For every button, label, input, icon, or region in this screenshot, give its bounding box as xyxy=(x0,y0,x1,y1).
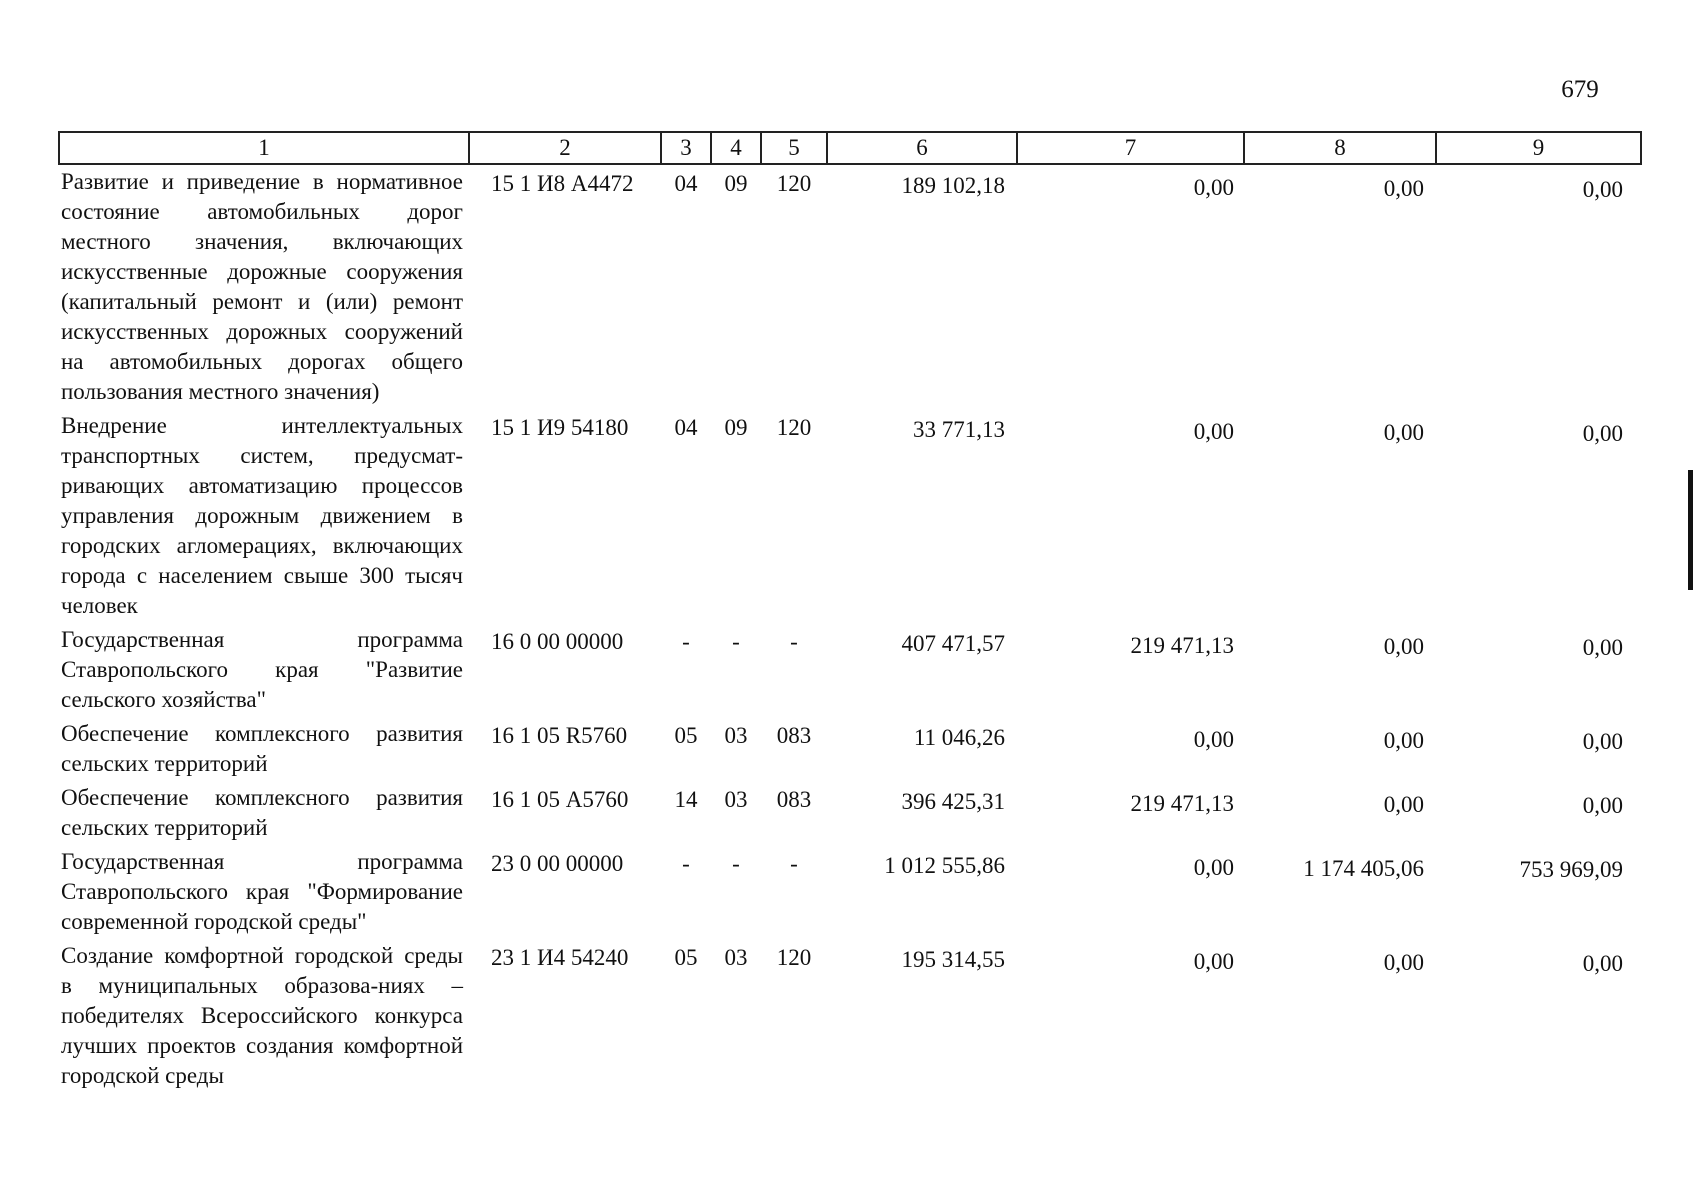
row-expense-type: 120 xyxy=(776,945,812,970)
table-row xyxy=(59,409,1641,623)
page-number: 679 xyxy=(1561,76,1599,103)
row-code: 16 0 00 00000 xyxy=(491,629,624,654)
row-value-6: 189 102,18 xyxy=(901,173,1005,198)
row-section: - xyxy=(682,851,690,876)
row-subsection: - xyxy=(732,629,740,654)
row-name: Создание комфортной городской среды в муниципальных образова-ниях – победителях Всероссийского конкурса лучших проектов создания комфортной городской среды xyxy=(61,943,463,1088)
row-section: 05 xyxy=(674,723,698,748)
column-header: 7 xyxy=(1017,132,1244,164)
table-row xyxy=(59,845,1641,939)
table-header-row xyxy=(59,132,1641,164)
row-name: Обеспечение комплексного развития сельских территорий xyxy=(61,785,463,840)
row-value-7: 0,00 xyxy=(1193,727,1234,752)
row-subsection: 09 xyxy=(724,171,748,196)
row-value-7: 219 471,13 xyxy=(1130,633,1234,658)
column-header: 9 xyxy=(1436,132,1641,164)
row-expense-type: - xyxy=(790,851,798,876)
row-code: 15 1 И9 54180 xyxy=(491,415,629,440)
row-section: 05 xyxy=(674,945,698,970)
row-expense-type: 120 xyxy=(776,171,812,196)
row-value-6: 33 771,13 xyxy=(913,417,1005,442)
row-value-6: 407 471,57 xyxy=(901,631,1005,656)
column-header: 5 xyxy=(761,132,827,164)
row-subsection: 03 xyxy=(724,945,748,970)
row-expense-type: 083 xyxy=(776,787,812,812)
column-header: 6 xyxy=(827,132,1017,164)
row-value-8: 0,00 xyxy=(1383,176,1424,201)
row-code: 23 0 00 00000 xyxy=(491,851,624,876)
table-row xyxy=(59,939,1641,1093)
column-header: 4 xyxy=(711,132,761,164)
row-value-8: 0,00 xyxy=(1383,420,1424,445)
row-value-8: 0,00 xyxy=(1383,634,1424,659)
row-value-8: 1 174 405,06 xyxy=(1303,856,1424,881)
column-header: 1 xyxy=(59,132,469,164)
row-value-7: 219 471,13 xyxy=(1130,791,1234,816)
row-section: 14 xyxy=(674,787,698,812)
row-value-8: 0,00 xyxy=(1383,950,1424,975)
row-value-9: 753 969,09 xyxy=(1519,857,1623,882)
table-row xyxy=(59,717,1641,781)
row-code: 16 1 05 R5760 xyxy=(491,723,628,748)
row-value-9: 0,00 xyxy=(1582,729,1623,754)
table-row xyxy=(59,164,1641,409)
row-subsection: 03 xyxy=(724,723,748,748)
row-code: 23 1 И4 54240 xyxy=(491,945,629,970)
row-subsection: 09 xyxy=(724,415,748,440)
row-value-6: 11 046,26 xyxy=(913,725,1005,750)
row-value-7: 0,00 xyxy=(1193,855,1234,880)
row-subsection: 03 xyxy=(724,787,748,812)
row-value-9: 0,00 xyxy=(1582,635,1623,660)
row-name: Государственная программа Ставропольского края "Развитие сельского хозяйства" xyxy=(61,627,463,712)
row-value-9: 0,00 xyxy=(1582,793,1623,818)
scan-edge-mark xyxy=(1688,470,1693,590)
row-name: Обеспечение комплексного развития сельских территорий xyxy=(61,721,463,776)
row-expense-type: - xyxy=(790,629,798,654)
row-value-8: 0,00 xyxy=(1383,728,1424,753)
column-header: 8 xyxy=(1244,132,1436,164)
table-row xyxy=(59,781,1641,845)
budget-table xyxy=(58,131,1642,1093)
column-header: 3 xyxy=(661,132,711,164)
row-section: 04 xyxy=(674,415,698,440)
row-value-7: 0,00 xyxy=(1193,949,1234,974)
row-code: 16 1 05 А5760 xyxy=(491,787,629,812)
row-section: 04 xyxy=(674,171,698,196)
row-value-6: 1 012 555,86 xyxy=(884,853,1005,878)
row-name: Государственная программа Ставропольского края "Формирование современной городской среды" xyxy=(61,849,463,934)
row-value-7: 0,00 xyxy=(1193,175,1234,200)
row-value-6: 396 425,31 xyxy=(901,789,1005,814)
row-value-8: 0,00 xyxy=(1383,792,1424,817)
row-code: 15 1 И8 А4472 xyxy=(491,171,634,196)
row-subsection: - xyxy=(732,851,740,876)
row-value-9: 0,00 xyxy=(1582,421,1623,446)
table-row xyxy=(59,623,1641,717)
row-value-9: 0,00 xyxy=(1582,951,1623,976)
row-value-7: 0,00 xyxy=(1193,419,1234,444)
row-name: Развитие и приведение в нормативное состояние автомобильных дорог местного значения, включающих искусственные дорожные сооружения (капитальный ремонт и (или) ремонт искусственных дорожных сооружений на автомобильных дорогах общего пользования местного значения) xyxy=(61,169,463,404)
row-value-6: 195 314,55 xyxy=(901,947,1005,972)
row-section: - xyxy=(682,629,690,654)
row-expense-type: 120 xyxy=(776,415,812,440)
row-name: Внедрение интеллектуальных транспортных систем, предусмат-ривающих автоматизацию процессов управления дорожным движением в городских агломерациях, включающих города с населением свыше 300 тысяч человек xyxy=(61,413,463,618)
row-expense-type: 083 xyxy=(776,723,812,748)
row-value-9: 0,00 xyxy=(1582,177,1623,202)
column-header: 2 xyxy=(469,132,661,164)
